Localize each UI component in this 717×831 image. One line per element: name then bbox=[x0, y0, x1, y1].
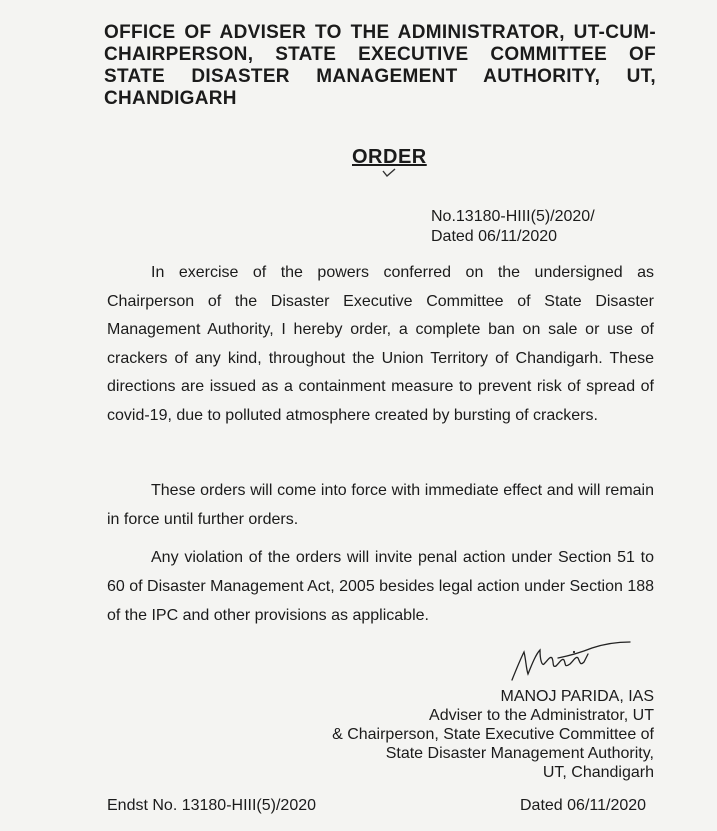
signatory-designation-2: & Chairperson, State Executive Committee of bbox=[332, 726, 654, 743]
order-reference bbox=[431, 207, 595, 247]
handwritten-signature bbox=[508, 636, 633, 684]
order-number: No.13180-HIII(5)/2020/ bbox=[431, 208, 595, 225]
signatory-designation-1: Adviser to the Administrator, UT bbox=[429, 707, 654, 724]
paragraph-effect: These orders will come into force with immediate effect and will remain in force until further orders. bbox=[107, 482, 654, 528]
order-title: ORDER bbox=[352, 146, 427, 168]
signatory-designation-3: State Disaster Management Authority, bbox=[385, 745, 654, 762]
endorsement-number: Endst No. 13180-HIII(5)/2020 bbox=[107, 797, 317, 814]
signatory-name: MANOJ PARIDA, IAS bbox=[500, 688, 654, 705]
footer-date: Dated 06/11/2020 bbox=[520, 797, 647, 814]
office-header: OFFICE OF ADVISER TO THE ADMINISTRATOR, UT-CUM-CHAIRPERSON, STATE EXECUTIVE COMMITTEE OF STATE DISASTER MANAGEMENT AUTHORITY, UT, CHANDIGARH bbox=[104, 22, 656, 109]
signatory-block bbox=[332, 687, 654, 782]
tick-mark-icon bbox=[382, 168, 396, 178]
order-date: Dated 06/11/2020 bbox=[431, 228, 558, 245]
signatory-designation-4: UT, Chandigarh bbox=[542, 764, 654, 781]
paragraph-penalty: Any violation of the orders will invite penal action under Section 51 to 60 of Disaster Management Act, 2005 besides legal action under Section 188 of the IPC and other provisions as applicable. bbox=[107, 549, 655, 624]
paragraph-ban-order: In exercise of the powers conferred on the undersigned as Chairperson of the Disaster Executive Committee of State Disaster Management Authority, I hereby order, a complete ban on sale or use of crackers of any kind, throughout the Union Territory of Chandigarh. These directions are issued as a containment measure to prevent risk of spread of covid-19, due to polluted atmosphere created by bursting of crackers. bbox=[107, 264, 654, 424]
